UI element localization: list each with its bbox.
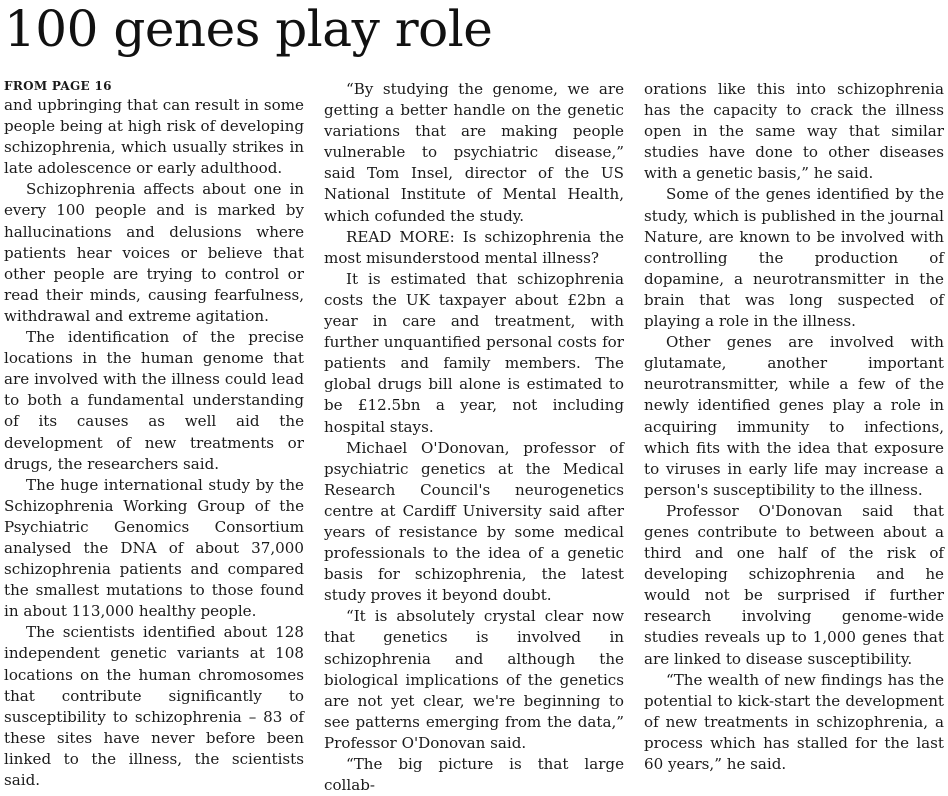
headline: 100 genes play role [4,0,493,58]
paragraph: “The big picture is that large collab- [324,755,624,795]
article-column-3 [644,79,944,775]
paragraph: The huge international study by the Schizophrenia Working Group of the Psychiatric Genomics Consortium analysed the DNA of about 37,000 schizophrenia patients and compared the smallest mutations to those found in about 113,000 healthy people. [4,475,304,621]
paragraph: The scientists identified about 128 independent genetic variants at 108 locations on the human chromosomes that contribute significantly to susceptibility to schizophrenia – 83 of these sites have never before been linked to the illness, the scientists said. [4,623,304,789]
paragraph: Some of the genes identified by the study, which is published in the journal Nature, are known to be involved with controlling the production of dopamine, a neurotransmitter in the brain that was long suspected of playing a role in the illness. [644,185,944,331]
paragraph: Schizophrenia affects about one in every 100 people and is marked by hallucinations and delusions where patients hear voices or believe that other people are trying to control or read their minds, causing fearfulness, withdrawal and extreme agitation. [4,180,304,325]
paragraph: “It is absolutely crystal clear now that genetics is involved in schizophrenia and although the biological implications of the genetics are not yet clear, we're beginning to see patterns emerging from the data,” Professor O'Donovan said. [324,607,624,752]
read-more-line: READ MORE: Is schizophrenia the most misunderstood mental illness? [324,227,624,267]
article-column-1 [4,78,304,791]
paragraph: Other genes are involved with glutamate, another important neurotransmitter, while a few of the newly identified genes play a role in acquiring immunity to infections, which fits with the idea that exposure to viruses in early life may increase a person's susceptibility to the illness. [644,333,944,499]
article-column-2 [324,79,624,796]
paragraph: Professor O'Donovan said that genes contribute to between about a third and one half of the risk of developing schizophrenia and he would not be surprised if further research involving genome-wide studies reveals up to 1,000 genes that are linked to disease susceptibility. [644,501,944,668]
paragraph: It is estimated that schizophrenia costs the UK taxpayer about £2bn a year in care and treatment, with further unquantified personal costs for patients and family members. The global drugs bill alone is estimated to be £12.5bn a year, not including hospital stays. [324,269,624,436]
continued-from-label: FROM PAGE 16 [4,79,112,93]
paragraph: The identification of the precise locations in the human genome that are involved with the illness could lead to both a fundamental understanding of its causes as well aid the development of new treatments or drugs, the researchers said. [4,328,304,473]
paragraph: Michael O'Donovan, professor of psychiatric genetics at the Medical Research Council's neurogenetics centre at Cardiff University said after years of resistance by some medical professionals to the idea of a genetic basis for schizophrenia, the latest study proves it beyond doubt. [324,438,624,605]
paragraph: orations like this into schizophrenia has the capacity to crack the illness open in the same way that similar studies have done to other diseases with a genetic basis,” he said. [644,80,944,183]
paragraph: “By studying the genome, we are getting a better handle on the genetic variations that are making people vulnerable to psychiatric disease,” said Tom Insel, director of the US National Institute of Mental Health, which cofunded the study. [324,80,624,225]
paragraph: “The wealth of new findings has the potential to kick-start the development of new treatments in schizophrenia, a process which has stalled for the last 60 years,” he said. [644,670,944,773]
paragraph: and upbringing that can result in some people being at high risk of developing schizophrenia, which usually strikes in late adolescence or early adulthood. [4,96,304,178]
